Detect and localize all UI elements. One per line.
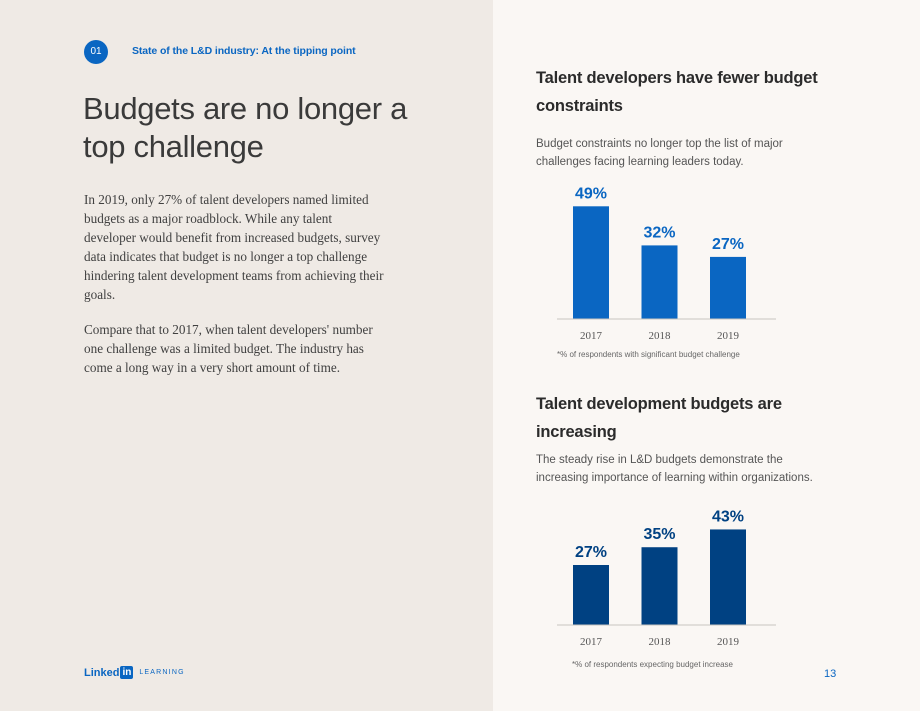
section-label: State of the L&D industry: At the tipping point <box>132 45 356 57</box>
chart-1-tick-label-2017: 2017 <box>580 330 602 342</box>
chart-2-description: The steady rise in L&D budgets demonstrate the increasing importance of learning within organizations. <box>536 454 813 484</box>
logo-product: LEARNING <box>139 669 185 676</box>
linkedin-learning-logo <box>84 666 185 679</box>
chart-2-heading: Talent development budgets are increasing <box>536 395 782 441</box>
chart-1-data-label-2019: 27% <box>711 235 745 253</box>
chart-2-data-label-2019: 43% <box>711 508 745 526</box>
logo-in-mark: in <box>122 667 132 678</box>
page-number: 13 <box>824 668 837 680</box>
chart-1-tick-label-2018: 2018 <box>648 330 671 342</box>
chart-1-tick-label-2019: 2019 <box>717 330 739 342</box>
chart-1-data-label-2018: 32% <box>643 224 676 242</box>
chart-2-tick-label-2017: 2017 <box>580 636 602 648</box>
page-title: Budgets are no longer a top challenge <box>83 91 408 164</box>
chart-1-heading: Talent developers have fewer budget constraints <box>536 69 818 115</box>
chart-2-footnote: *% of respondents expecting budget increase <box>572 660 733 669</box>
body-paragraph-2: Compare that to 2017, when talent developers' number one challenge was a limited budget. The industry has come a long way in a very short amount of time. <box>84 322 373 375</box>
chart-2-data-label-2018: 35% <box>643 526 676 544</box>
logo-word: Linked <box>84 666 120 679</box>
chart-1-data-label-2017: 49% <box>574 185 608 203</box>
chart-2-tick-label-2019: 2019 <box>717 636 739 648</box>
chart-2-tick-label-2018: 2018 <box>648 636 671 648</box>
section-number-badge: 01 <box>84 40 108 64</box>
chart-2-data-label-2017: 27% <box>574 544 608 561</box>
body-paragraph-1: In 2019, only 27% of talent developers named limited budgets as a major roadblock. While any talent developer would benefit from increased budgets, survey data indicates that budget is no longer a top challenge hindering talent development teams from achieving their goals. <box>84 192 384 302</box>
chart-1-description: Budget constraints no longer top the list of major challenges facing learning leaders today. <box>536 138 783 168</box>
chart-1-footnote: *% of respondents with significant budget challenge <box>557 350 740 359</box>
